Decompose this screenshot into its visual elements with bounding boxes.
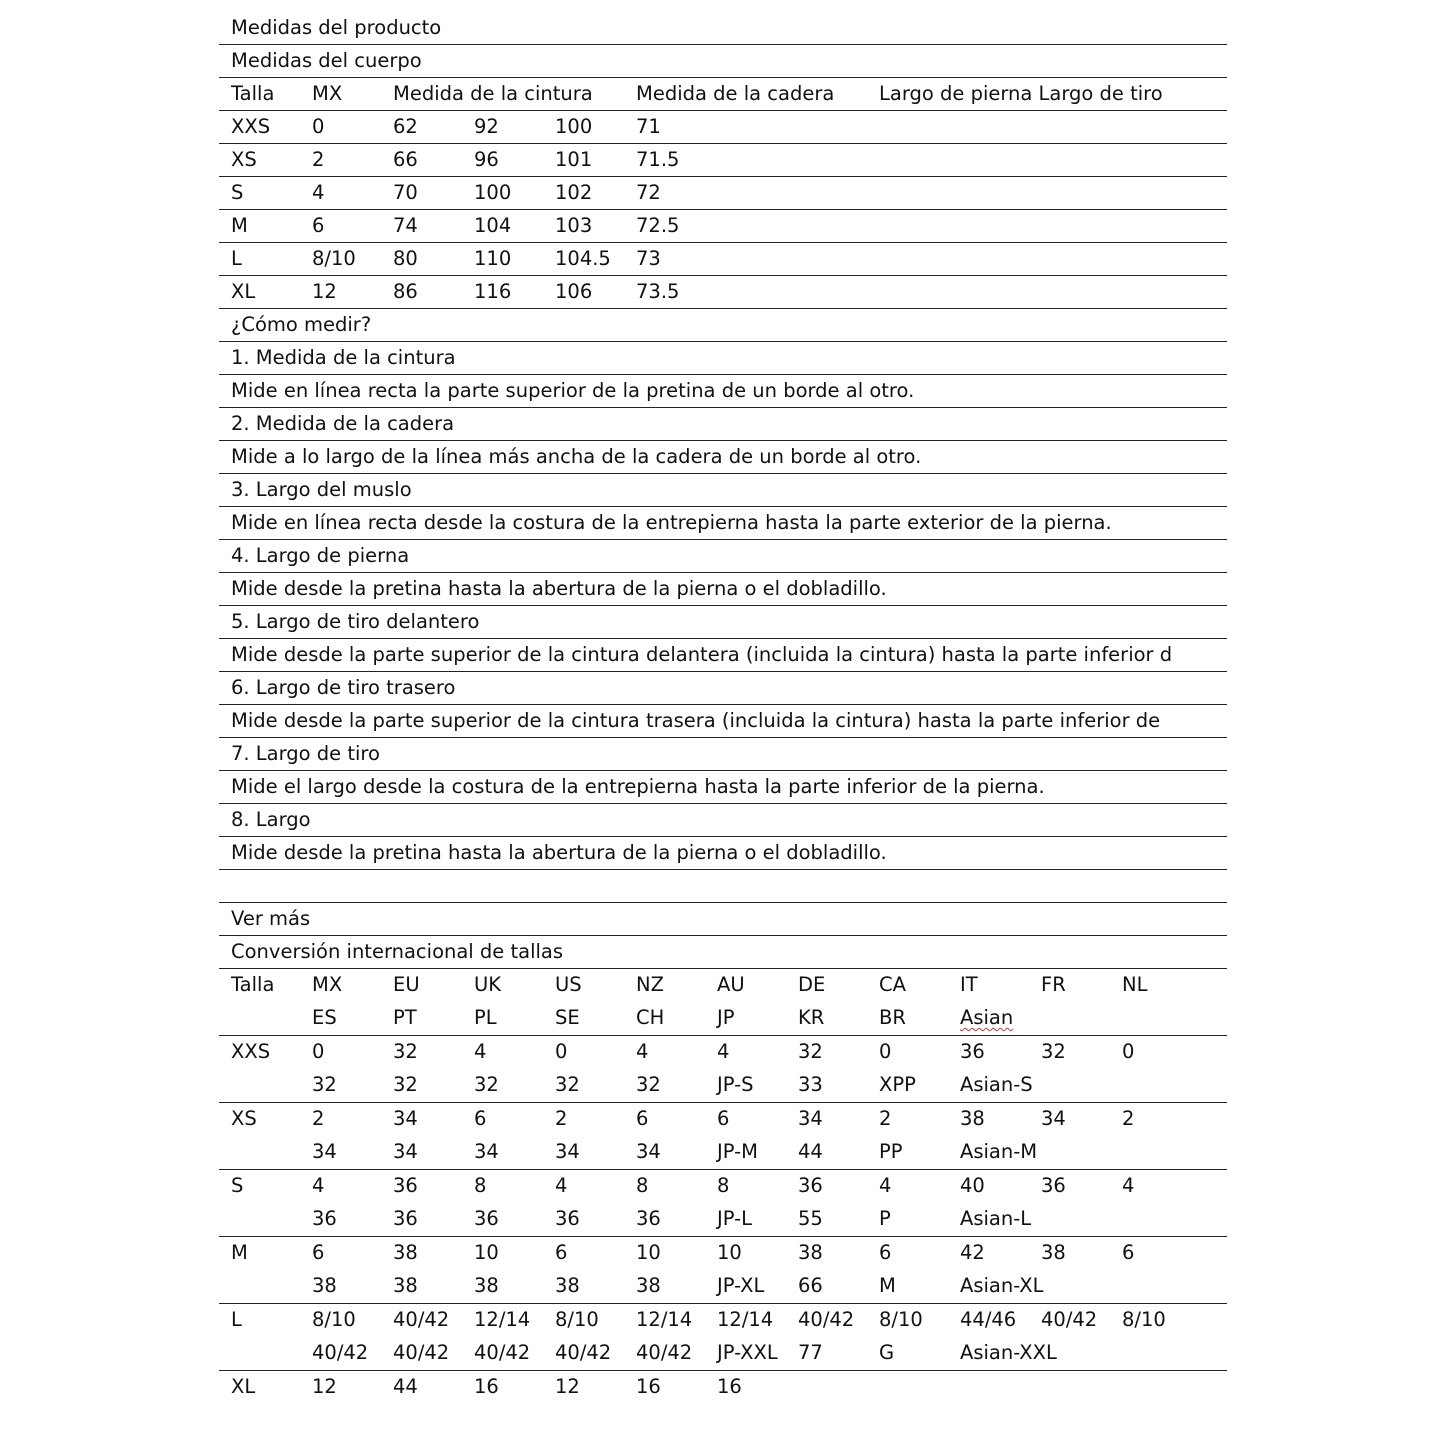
table-cell: 6 [474,1107,487,1130]
list-item [219,540,1227,573]
table-row [219,276,1227,309]
table-cell: 12/14 [474,1308,531,1331]
table-cell: 8/10 [1122,1308,1166,1331]
table-cell: 0 [312,1040,325,1063]
table-cell: 96 [474,148,499,171]
column-subheader: PT [393,1006,417,1029]
table-row [219,111,1227,144]
table-cell: 38 [393,1241,418,1264]
table-cell: 32 [798,1040,823,1063]
list-item [219,507,1227,540]
column-header: US [555,973,582,996]
table-cell: 4 [474,1040,487,1063]
table-cell: 6 [312,214,325,237]
table-cell: 72.5 [636,214,680,237]
table-cell: 8/10 [555,1308,599,1331]
header-largo: Largo de pierna Largo de tiro [879,82,1163,105]
column-subheader: Asian [960,1006,1014,1029]
table-row [219,1036,1227,1103]
column-subheader: JP [717,1006,735,1029]
table-cell: 42 [960,1241,985,1264]
table-cell: 100 [555,115,593,138]
measure-instruction: Mide desde la parte superior de la cintura delantera (incluida la cintura) hasta la parte inferior d [231,643,1173,666]
table-cell: 116 [474,280,512,303]
table-cell: 73 [636,247,661,270]
list-item [219,573,1227,606]
measure-heading: 2. Medida de la cadera [231,412,455,435]
list-item [219,672,1227,705]
table-cell: 40/42 [393,1341,450,1364]
table-cell: S [231,1174,244,1197]
table-row [219,177,1227,210]
table-cell: S [231,181,244,204]
list-item [219,639,1227,672]
table-cell: 86 [393,280,418,303]
table-cell: 36 [1041,1174,1066,1197]
table-cell: 38 [474,1274,499,1297]
table-row [219,144,1227,177]
measure-heading: 7. Largo de tiro [231,742,380,765]
table-cell: 44/46 [960,1308,1017,1331]
table-cell: Asian-M [960,1140,1038,1163]
measure-instruction: Mide desde la pretina hasta la abertura de la pierna o el dobladillo. [231,577,887,600]
table-cell: 38 [555,1274,580,1297]
table-cell: 2 [555,1107,568,1130]
measure-heading: 5. Largo de tiro delantero [231,610,480,633]
table-cell: PP [879,1140,903,1163]
table-cell: 71.5 [636,148,680,171]
column-header: NL [1122,973,1148,996]
table-row [219,243,1227,276]
table-cell: 38 [393,1274,418,1297]
table-cell: 40/42 [393,1308,450,1331]
table-cell: 10 [636,1241,661,1264]
measure-heading: 3. Largo del muslo [231,478,412,501]
measure-instruction: Mide a lo largo de la línea más ancha de la cadera de un borde al otro. [231,445,922,468]
howto-title-row [219,309,1227,342]
table-cell: 36 [555,1207,580,1230]
conversion-header-row [219,969,1227,1036]
table-cell: 2 [312,1107,325,1130]
table-cell: 44 [393,1375,418,1398]
column-subheader: BR [879,1006,906,1029]
table-cell: 4 [555,1174,568,1197]
table-cell: 36 [474,1207,499,1230]
table-cell: 6 [717,1107,730,1130]
table-cell: 6 [555,1241,568,1264]
table-cell: 92 [474,115,499,138]
column-header: NZ [636,973,664,996]
table-cell: 44 [798,1140,823,1163]
table-cell: Asian-XXL [960,1341,1057,1364]
table-cell: 36 [798,1174,823,1197]
table-row [219,1371,1227,1438]
table-cell: 104 [474,214,512,237]
table-cell: 33 [798,1073,823,1096]
column-header: IT [960,973,978,996]
table-cell: 8 [636,1174,649,1197]
table-cell: 38 [960,1107,985,1130]
see-more-link[interactable]: Ver más [231,907,311,930]
howto-title: ¿Cómo medir? [231,313,372,336]
table-cell: 8/10 [879,1308,923,1331]
header-talla: Talla [231,82,275,105]
table-cell: 10 [717,1241,742,1264]
table-cell: JP-S [717,1073,754,1096]
table-cell: 66 [798,1274,823,1297]
table-cell: 34 [555,1140,580,1163]
blank-row [219,870,1227,903]
table-cell: 4 [1122,1174,1135,1197]
measure-heading: 1. Medida de la cintura [231,346,456,369]
table-cell: 4 [312,181,325,204]
table-cell: Asian-S [960,1073,1033,1096]
table-cell: 40/42 [1041,1308,1098,1331]
table-cell: 2 [312,148,325,171]
list-item [219,342,1227,375]
table-cell: 36 [312,1207,337,1230]
table-cell: 38 [636,1274,661,1297]
table-cell: 8/10 [312,1308,356,1331]
column-header: DE [798,973,826,996]
table-cell: 55 [798,1207,823,1230]
measure-heading: 8. Largo [231,808,311,831]
list-item [219,474,1227,507]
table-cell: 0 [879,1040,892,1063]
table-cell: 40/42 [798,1308,855,1331]
table-cell: 40/42 [474,1341,531,1364]
table-cell: 34 [474,1140,499,1163]
product-title-row [219,12,1227,45]
table-cell: 106 [555,280,593,303]
table-cell: 12 [312,1375,337,1398]
table-cell: 40/42 [555,1341,612,1364]
table-cell: 4 [879,1174,892,1197]
table-cell: 40/42 [636,1341,693,1364]
table-row [219,1170,1227,1237]
table-cell: 36 [393,1174,418,1197]
table-cell: L [231,247,242,270]
table-cell: 12/14 [636,1308,693,1331]
table-cell: 40 [960,1174,985,1197]
table-cell: M [231,214,248,237]
table-cell: 10 [474,1241,499,1264]
table-cell: 38 [798,1241,823,1264]
product-title: Medidas del producto [231,16,442,39]
column-header: AU [717,973,745,996]
column-subheader: ES [312,1006,337,1029]
measure-instruction: Mide en línea recta desde la costura de la entrepierna hasta la parte exterior de la pierna. [231,511,1112,534]
list-item [219,738,1227,771]
table-cell: 16 [474,1375,499,1398]
column-header: EU [393,973,420,996]
table-cell: 12 [555,1375,580,1398]
table-cell: JP-XL [717,1274,765,1297]
table-cell: 4 [636,1040,649,1063]
table-cell: XPP [879,1073,916,1096]
table-cell: 38 [1041,1241,1066,1264]
table-cell: 12 [312,280,337,303]
list-item [219,375,1227,408]
table-cell: 62 [393,115,418,138]
table-cell: XS [231,148,257,171]
product-subtitle-row [219,45,1227,78]
table-cell: XXS [231,115,271,138]
table-cell: L [231,1308,242,1331]
table-cell: 71 [636,115,661,138]
list-item [219,408,1227,441]
header-cadera: Medida de la cadera [636,82,835,105]
table-cell: 80 [393,247,418,270]
table-cell: 6 [879,1241,892,1264]
list-item [219,771,1227,804]
column-header: CA [879,973,906,996]
table-cell: 8/10 [312,247,356,270]
measure-heading: 6. Largo de tiro trasero [231,676,456,699]
table-cell: 38 [312,1274,337,1297]
table-cell: P [879,1207,891,1230]
table-cell: Asian-XL [960,1274,1044,1297]
table-cell: XXS [231,1040,271,1063]
measure-heading: 4. Largo de pierna [231,544,410,567]
conversion-title-row [219,936,1227,969]
table-cell: 77 [798,1341,823,1364]
list-item [219,837,1227,870]
table-cell: JP-L [717,1207,752,1230]
howto-list [219,342,1227,870]
column-subheader: PL [474,1006,497,1029]
table-cell: 32 [555,1073,580,1096]
table-cell: 6 [1122,1241,1135,1264]
table-cell: 16 [717,1375,742,1398]
table-cell: 2 [1122,1107,1135,1130]
table-cell: 72 [636,181,661,204]
table-cell: 36 [960,1040,985,1063]
table-cell: G [879,1341,895,1364]
table-cell: 110 [474,247,512,270]
table-cell: JP-M [717,1140,758,1163]
table-cell: 4 [717,1040,730,1063]
table-cell: 34 [312,1140,337,1163]
table-cell: 66 [393,148,418,171]
column-subheader: CH [636,1006,665,1029]
column-header: FR [1041,973,1066,996]
table-cell: Asian-L [960,1207,1032,1230]
measure-instruction: Mide en línea recta la parte superior de la pretina de un borde al otro. [231,379,915,402]
table-row [219,1103,1227,1170]
table-cell: 32 [474,1073,499,1096]
column-header: UK [474,973,502,996]
column-header: Talla [231,973,275,996]
table-cell: XL [231,280,256,303]
list-item [219,705,1227,738]
table-cell: 8 [717,1174,730,1197]
table-cell: 36 [636,1207,661,1230]
table-cell: 0 [312,115,325,138]
table-cell: 70 [393,181,418,204]
table-cell: 34 [1041,1107,1066,1130]
table-row [219,1237,1227,1304]
table-cell: XL [231,1375,256,1398]
table-cell: 40/42 [312,1341,369,1364]
table-cell: 74 [393,214,418,237]
table-cell: 4 [312,1174,325,1197]
table-cell: 34 [636,1140,661,1163]
conversion-table-body [219,1036,1227,1438]
list-item [219,606,1227,639]
measure-instruction: Mide desde la parte superior de la cintura trasera (incluida la cintura) hasta la parte inferior de [231,709,1161,732]
table-cell: 6 [636,1107,649,1130]
column-header: MX [312,973,343,996]
table-cell: 103 [555,214,593,237]
table-cell: 34 [393,1140,418,1163]
measure-instruction: Mide desde la pretina hasta la abertura de la pierna o el dobladillo. [231,841,887,864]
size-chart-sheet [219,12,1227,1438]
table-cell: 100 [474,181,512,204]
product-table-body [219,111,1227,309]
table-cell: 102 [555,181,593,204]
conversion-title: Conversión internacional de tallas [231,940,564,963]
table-cell: 32 [393,1040,418,1063]
product-header-row [219,78,1227,111]
list-item [219,441,1227,474]
table-cell: 34 [393,1107,418,1130]
table-cell: 104.5 [555,247,611,270]
table-cell: 101 [555,148,593,171]
table-cell: 34 [798,1107,823,1130]
table-cell: 2 [879,1107,892,1130]
table-cell: 0 [555,1040,568,1063]
list-item [219,804,1227,837]
table-cell: M [231,1241,248,1264]
table-cell: 36 [393,1207,418,1230]
table-row [219,210,1227,243]
product-subtitle: Medidas del cuerpo [231,49,422,72]
column-subheader: KR [798,1006,825,1029]
table-cell: XS [231,1107,257,1130]
table-row [219,1304,1227,1371]
table-cell: JP-XXL [717,1341,778,1364]
header-cintura: Medida de la cintura [393,82,593,105]
column-subheader: SE [555,1006,580,1029]
table-cell: 12/14 [717,1308,774,1331]
table-cell: 32 [636,1073,661,1096]
header-mx: MX [312,82,343,105]
more-row[interactable] [219,903,1227,936]
measure-instruction: Mide el largo desde la costura de la entrepierna hasta la parte inferior de la pierna. [231,775,1045,798]
table-cell: 6 [312,1241,325,1264]
table-cell: 73.5 [636,280,680,303]
table-cell: 0 [1122,1040,1135,1063]
table-cell: 32 [393,1073,418,1096]
table-cell: 32 [1041,1040,1066,1063]
table-cell: 16 [636,1375,661,1398]
table-cell: 8 [474,1174,487,1197]
table-cell: 32 [312,1073,337,1096]
table-cell: M [879,1274,896,1297]
